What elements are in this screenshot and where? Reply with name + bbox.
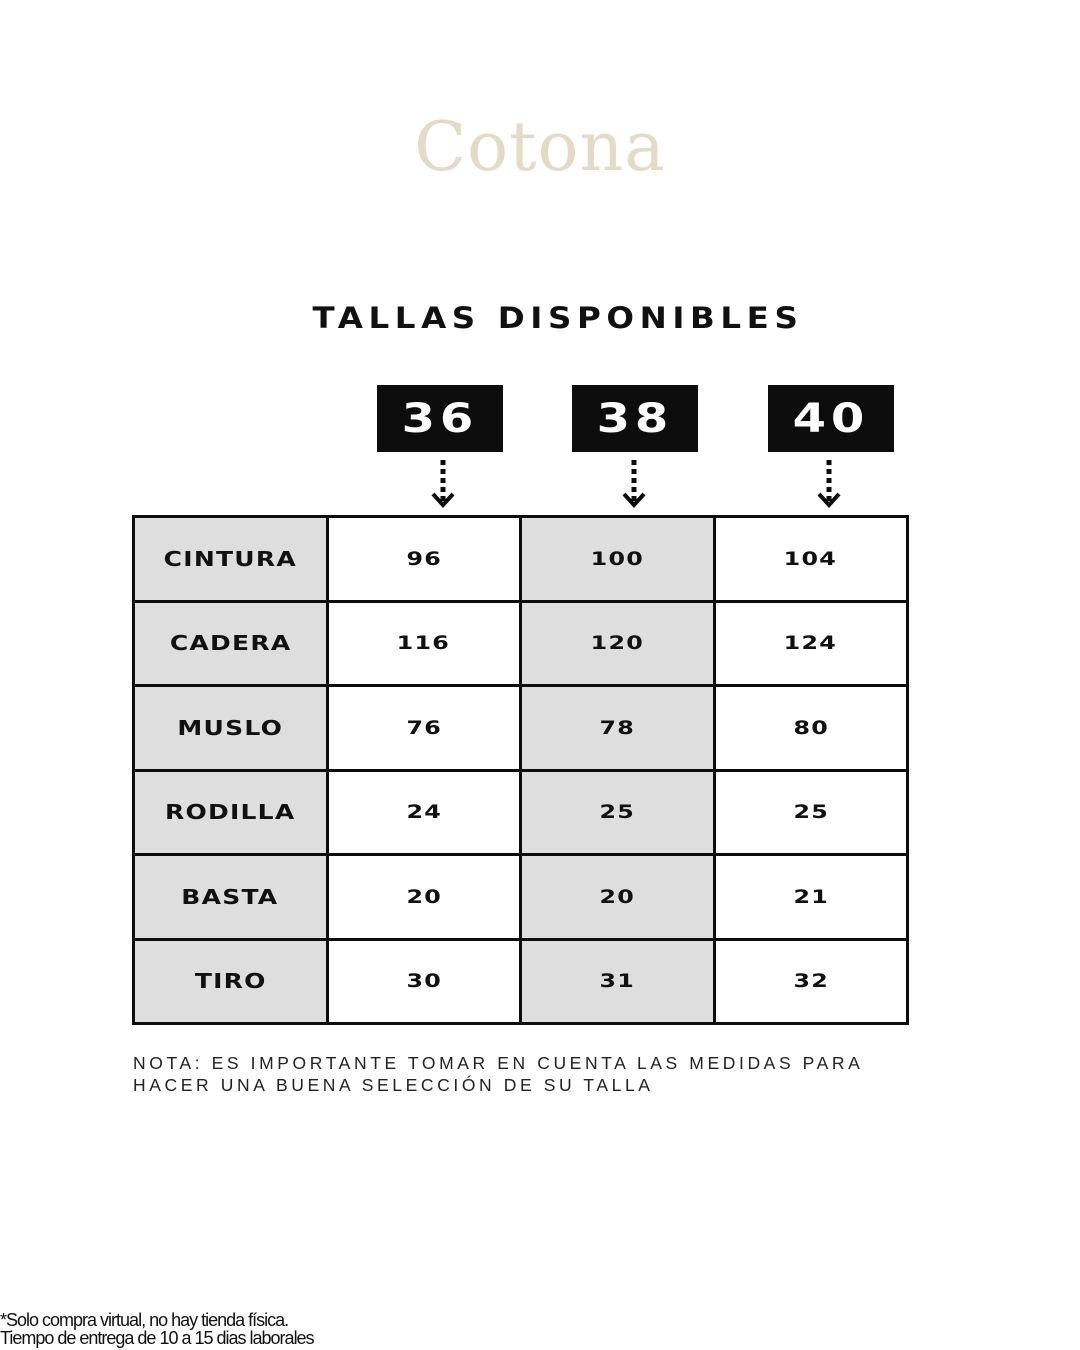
table-cell: 78 <box>521 686 715 771</box>
table-cell: 20 <box>327 855 521 940</box>
table-cell: 20 <box>521 855 715 940</box>
footer-delivery-time: Tiempo de entrega de 10 a 15 dias laborales <box>0 1328 314 1348</box>
row-label-muslo: MUSLO <box>134 686 328 771</box>
table-cell: 120 <box>521 601 715 686</box>
table-cell: 24 <box>327 770 521 855</box>
dotted-arrow-down-icon <box>814 458 844 512</box>
table-cell: 32 <box>714 939 908 1024</box>
brand-name: Cotona <box>414 108 666 187</box>
table-cell: 100 <box>521 517 715 602</box>
dotted-arrow-down-icon <box>428 458 458 512</box>
table-cell: 76 <box>327 686 521 771</box>
table-cell: 104 <box>714 517 908 602</box>
row-label-cintura: CINTURA <box>134 517 328 602</box>
table-row <box>134 686 908 771</box>
size-label-40: 40 <box>768 385 894 452</box>
table-row <box>134 770 908 855</box>
table-cell: 25 <box>714 770 908 855</box>
size-label-38: 38 <box>572 385 698 452</box>
size-chart-table <box>132 515 909 1025</box>
table-cell: 21 <box>714 855 908 940</box>
row-label-tiro: TIRO <box>134 939 328 1024</box>
row-label-basta: BASTA <box>134 855 328 940</box>
table-row <box>134 517 908 602</box>
measurement-note: NOTA: ES IMPORTANTE TOMAR EN CUENTA LAS MEDIDAS PARA HACER UNA BUENA SELECCIÓN DE SU TALLA <box>133 1053 863 1095</box>
table-cell: 25 <box>521 770 715 855</box>
brand-logo <box>0 108 1080 188</box>
footer-virtual-only: *Solo compra virtual, no hay tienda física. <box>0 1310 289 1330</box>
page-title: TALLAS DISPONIBLES <box>312 301 804 335</box>
footer-info <box>0 1311 314 1347</box>
table-cell: 124 <box>714 601 908 686</box>
row-label-rodilla: RODILLA <box>134 770 328 855</box>
table-row <box>134 855 908 940</box>
dotted-arrow-down-icon <box>619 458 649 512</box>
table-cell: 116 <box>327 601 521 686</box>
table-cell: 96 <box>327 517 521 602</box>
table-cell: 80 <box>714 686 908 771</box>
size-label-36: 36 <box>377 385 503 452</box>
table-cell: 30 <box>327 939 521 1024</box>
table-cell: 31 <box>521 939 715 1024</box>
row-label-cadera: CADERA <box>134 601 328 686</box>
table-row <box>134 939 908 1024</box>
table-row <box>134 601 908 686</box>
